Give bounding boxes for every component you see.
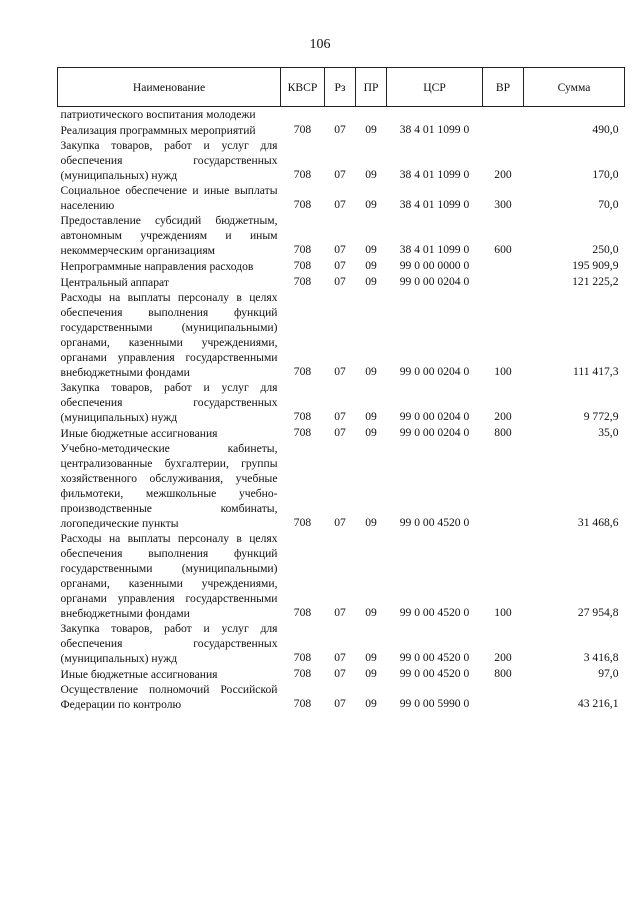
row-csr [387,107,483,123]
row-name: Реализация программных мероприятий [60,124,256,137]
row-vr [483,682,524,712]
row-rz: 07 [334,123,346,136]
row-rz: 07 [334,426,346,439]
row-pr: 09 [365,651,377,664]
row-pr: 09 [365,198,377,211]
row-kvsr [281,107,325,123]
row-csr: 99 0 00 0204 0 [399,275,470,288]
row-csr: 99 0 00 0204 0 [399,410,470,423]
row-sum: 43 216,1 [577,697,619,710]
row-pr: 09 [365,123,377,136]
column-header-sum: Сумма [524,68,625,107]
row-kvsr: 708 [293,365,312,378]
row-sum: 111 417,3 [572,365,619,378]
row-rz: 07 [334,697,346,710]
row-vr: 300 [494,198,512,211]
row-vr: 200 [494,651,512,664]
row-rz: 07 [334,275,346,288]
row-sum: 27 954,8 [577,606,619,619]
table-row [58,274,625,290]
row-vr: 600 [494,243,512,256]
row-pr: 09 [365,697,377,710]
row-csr: 99 0 00 4520 0 [399,651,470,664]
row-name: патриотического воспитания молодежи [60,108,256,121]
row-vr [483,107,524,123]
row-name: Иные бюджетные ассигнования [60,668,218,681]
row-name: Закупка товаров, работ и услуг для обеспечения государственных (муниципальных) нужд [60,381,278,424]
row-name: Предоставление субсидий бюджетным, автономным учреждениям и иным некоммерческим организациям [60,214,278,257]
row-kvsr: 708 [293,123,312,136]
table-row [58,107,625,123]
row-name: Расходы на выплаты персоналу в целях обеспечения выполнения функций государственными (муниципальными) органами, казенными учреждениями, органами управления государственными внебюджетными фондами [60,532,278,620]
row-sum: 97,0 [598,667,619,680]
row-sum: 31 468,6 [577,516,619,529]
table-row [58,682,625,712]
row-vr: 800 [494,667,512,680]
table-row [58,122,625,138]
budget-table [57,67,625,712]
row-pr: 09 [365,243,377,256]
column-header-kvsr: КВСР [281,68,325,107]
table-row [58,213,625,258]
row-kvsr: 708 [293,667,312,680]
row-vr: 800 [494,426,512,439]
column-header-rz: Рз [325,68,356,107]
row-pr: 09 [365,365,377,378]
row-vr: 200 [494,168,512,181]
row-name: Социальное обеспечение и иные выплаты населению [60,184,278,212]
row-rz [325,107,356,123]
row-name: Учебно-методические кабинеты, централизованные бухгалтерии, группы хозяйственного обслуживания, учебные фильмотеки, межшкольные учебно-производственные комбинаты, логопедические пункты [60,442,278,530]
table-row [58,258,625,274]
table-row [58,380,625,425]
row-rz: 07 [334,410,346,423]
row-rz: 07 [334,243,346,256]
row-rz: 07 [334,365,346,378]
row-csr: 38 4 01 1099 0 [399,168,470,181]
row-csr: 99 0 00 0204 0 [399,426,470,439]
row-pr: 09 [365,606,377,619]
row-csr: 99 0 00 0204 0 [399,365,470,378]
row-rz: 07 [334,606,346,619]
row-name: Осуществление полномочий Российской Федерации по контролю [60,683,278,711]
row-pr: 09 [365,426,377,439]
row-sum: 170,0 [592,168,619,181]
table-row [58,425,625,441]
row-kvsr: 708 [293,606,312,619]
row-csr: 99 0 00 4520 0 [399,606,470,619]
row-name: Центральный аппарат [60,276,169,289]
row-kvsr: 708 [293,198,312,211]
column-header-name: Наименование [58,68,281,107]
row-rz: 07 [334,198,346,211]
row-vr [483,274,524,290]
row-rz: 07 [334,516,346,529]
table-row [58,183,625,213]
row-pr [356,107,387,123]
row-sum: 9 772,9 [583,410,619,423]
row-pr: 09 [365,410,377,423]
row-vr [483,258,524,274]
row-pr: 09 [365,667,377,680]
row-kvsr: 708 [293,697,312,710]
row-csr: 99 0 00 4520 0 [399,516,470,529]
row-pr: 09 [365,168,377,181]
row-kvsr: 708 [293,516,312,529]
row-kvsr: 708 [293,275,312,288]
row-kvsr: 708 [293,243,312,256]
table-row [58,621,625,666]
row-name: Непрограммные направления расходов [60,260,254,273]
row-vr [483,122,524,138]
row-csr: 38 4 01 1099 0 [399,243,470,256]
row-sum [524,107,625,123]
row-rz: 07 [334,259,346,272]
row-sum: 195 909,9 [572,259,619,272]
page-number: 106 [309,37,331,52]
row-pr: 09 [365,516,377,529]
row-kvsr: 708 [293,410,312,423]
row-pr: 09 [365,275,377,288]
row-name: Иные бюджетные ассигнования [60,427,218,440]
row-sum: 121 225,2 [572,275,619,288]
row-csr: 99 0 00 4520 0 [399,667,470,680]
row-kvsr: 708 [293,259,312,272]
row-vr [483,441,524,531]
row-name: Закупка товаров, работ и услуг для обеспечения государственных (муниципальных) нужд [60,622,278,665]
column-header-csr: ЦСР [387,68,483,107]
row-rz: 07 [334,667,346,680]
column-header-vr: ВР [483,68,524,107]
row-csr: 38 4 01 1099 0 [399,198,470,211]
row-vr: 100 [494,365,512,378]
row-vr: 100 [494,606,512,619]
row-sum: 250,0 [592,243,619,256]
row-csr: 99 0 00 0000 0 [399,259,470,272]
row-kvsr: 708 [293,426,312,439]
row-sum: 3 416,8 [583,651,619,664]
column-header-pr: ПР [356,68,387,107]
row-csr: 38 4 01 1099 0 [399,123,470,136]
table-row [58,138,625,183]
row-name: Расходы на выплаты персоналу в целях обеспечения выполнения функций государственными (муниципальными) органами, казенными учреждениями, органами управления государственными внебюджетными фондами [60,291,278,379]
row-sum: 490,0 [592,123,619,136]
row-kvsr: 708 [293,168,312,181]
row-vr: 200 [494,410,512,423]
table-row [58,666,625,682]
row-csr: 99 0 00 5990 0 [399,697,470,710]
row-rz: 07 [334,651,346,664]
row-sum: 70,0 [598,198,619,211]
row-kvsr: 708 [293,651,312,664]
row-sum: 35,0 [598,426,619,439]
row-name: Закупка товаров, работ и услуг для обеспечения государственных (муниципальных) нужд [60,139,278,182]
table-header-row [58,68,625,107]
table-row [58,531,625,621]
row-rz: 07 [334,168,346,181]
row-pr: 09 [365,259,377,272]
table-row [58,290,625,380]
table-row [58,441,625,531]
table-body [58,107,625,713]
